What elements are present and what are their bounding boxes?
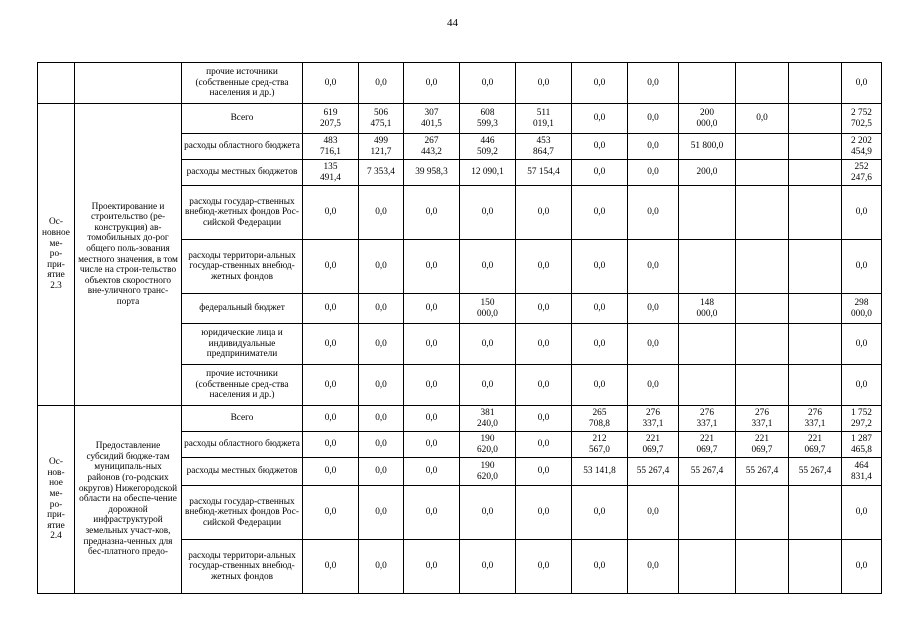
- value-cell: 0,0: [303, 365, 359, 406]
- value-cell: 619 207,5: [303, 104, 359, 134]
- value-cell: 55 267,4: [628, 458, 679, 486]
- value-cell: 0,0: [359, 186, 404, 240]
- value-cell: 0,0: [516, 240, 572, 294]
- value-cell: 453 864,7: [516, 134, 572, 160]
- measure-id: Ос- нов- ное ме- ро- при- ятие 2.4: [38, 406, 75, 594]
- value-cell: [736, 240, 789, 294]
- value-cell: 0,0: [404, 294, 460, 324]
- value-cell: 148 000,0: [679, 294, 736, 324]
- value-cell: 0,0: [460, 324, 516, 365]
- value-cell: 0,0: [628, 486, 679, 540]
- source-label: расходы территори-альных государ-ственных внебюд-жетных фондов: [182, 240, 303, 294]
- value-cell: 0,0: [359, 540, 404, 594]
- value-cell: 57 154,4: [516, 160, 572, 186]
- value-cell: 0,0: [628, 160, 679, 186]
- value-cell: 446 509,2: [460, 134, 516, 160]
- value-cell: 0,0: [359, 240, 404, 294]
- value-cell: [789, 294, 842, 324]
- table-row: [38, 104, 882, 134]
- value-cell: 55 267,4: [789, 458, 842, 486]
- value-cell: 381 240,0: [460, 406, 516, 432]
- value-cell: [736, 324, 789, 365]
- value-cell: 0,0: [516, 540, 572, 594]
- value-cell: 0,0: [572, 294, 628, 324]
- value-cell: 0,0: [842, 486, 882, 540]
- value-cell: 0,0: [628, 186, 679, 240]
- value-cell: 0,0: [516, 365, 572, 406]
- value-cell: 0,0: [460, 63, 516, 104]
- value-cell: 0,0: [404, 458, 460, 486]
- value-cell: 0,0: [460, 540, 516, 594]
- value-cell: 267 443,2: [404, 134, 460, 160]
- value-cell: 0,0: [303, 486, 359, 540]
- value-cell: 0,0: [303, 294, 359, 324]
- value-cell: 0,0: [572, 365, 628, 406]
- value-cell: 2 202 454,9: [842, 134, 882, 160]
- value-cell: 0,0: [572, 186, 628, 240]
- value-cell: [679, 324, 736, 365]
- value-cell: 276 337,1: [789, 406, 842, 432]
- value-cell: 0,0: [404, 365, 460, 406]
- value-cell: 0,0: [572, 240, 628, 294]
- value-cell: [679, 540, 736, 594]
- value-cell: 55 267,4: [679, 458, 736, 486]
- value-cell: 0,0: [359, 294, 404, 324]
- value-cell: 0,0: [516, 486, 572, 540]
- value-cell: 0,0: [303, 458, 359, 486]
- value-cell: 0,0: [572, 134, 628, 160]
- value-cell: 276 337,1: [736, 406, 789, 432]
- value-cell: 0,0: [303, 240, 359, 294]
- value-cell: 0,0: [460, 240, 516, 294]
- value-cell: 499 121,7: [359, 134, 404, 160]
- value-cell: 7 353,4: [359, 160, 404, 186]
- value-cell: 0,0: [460, 486, 516, 540]
- value-cell: 511 019,1: [516, 104, 572, 134]
- value-cell: 0,0: [359, 486, 404, 540]
- value-cell: 0,0: [572, 486, 628, 540]
- value-cell: 0,0: [842, 365, 882, 406]
- measure-description: Проектирование и строительство (ре-конструкция) ав-томобильных до-рог общего поль-зования местного значения, в том числе на строи-тельство объектов скоростного вне-уличного транс-порта: [75, 104, 182, 406]
- value-cell: 506 475,1: [359, 104, 404, 134]
- value-cell: 0,0: [303, 432, 359, 458]
- value-cell: [736, 365, 789, 406]
- value-cell: 0,0: [359, 63, 404, 104]
- page-number: 44: [447, 17, 458, 29]
- value-cell: 483 716,1: [303, 134, 359, 160]
- value-cell: [789, 365, 842, 406]
- value-cell: 200,0: [679, 160, 736, 186]
- value-cell: [736, 486, 789, 540]
- table-row: [38, 406, 882, 432]
- value-cell: 0,0: [516, 294, 572, 324]
- value-cell: 0,0: [404, 540, 460, 594]
- value-cell: 0,0: [572, 63, 628, 104]
- value-cell: 51 800,0: [679, 134, 736, 160]
- value-cell: 0,0: [516, 186, 572, 240]
- value-cell: 150 000,0: [460, 294, 516, 324]
- value-cell: 0,0: [404, 186, 460, 240]
- value-cell: 1 287 465,8: [842, 432, 882, 458]
- value-cell: 0,0: [404, 63, 460, 104]
- value-cell: 0,0: [303, 186, 359, 240]
- value-cell: 0,0: [572, 324, 628, 365]
- value-cell: 0,0: [628, 63, 679, 104]
- value-cell: [789, 134, 842, 160]
- value-cell: 53 141,8: [572, 458, 628, 486]
- value-cell: 0,0: [303, 324, 359, 365]
- value-cell: [679, 486, 736, 540]
- value-cell: 200 000,0: [679, 104, 736, 134]
- source-label: расходы местных бюджетов: [182, 458, 303, 486]
- value-cell: 0,0: [842, 324, 882, 365]
- source-label: Всего: [182, 104, 303, 134]
- value-cell: 307 401,5: [404, 104, 460, 134]
- value-cell: 0,0: [303, 406, 359, 432]
- value-cell: 0,0: [628, 365, 679, 406]
- value-cell: 0,0: [516, 406, 572, 432]
- value-cell: [679, 63, 736, 104]
- source-label: юридические лица и индивидуальные предприниматели: [182, 324, 303, 365]
- value-cell: 608 599,3: [460, 104, 516, 134]
- value-cell: 0,0: [572, 104, 628, 134]
- value-cell: [736, 540, 789, 594]
- value-cell: [789, 63, 842, 104]
- table-row: [38, 63, 882, 104]
- value-cell: 0,0: [303, 540, 359, 594]
- value-cell: 0,0: [628, 294, 679, 324]
- value-cell: 0,0: [359, 324, 404, 365]
- source-label: федеральный бюджет: [182, 294, 303, 324]
- value-cell: 212 567,0: [572, 432, 628, 458]
- value-cell: 0,0: [404, 324, 460, 365]
- value-cell: 0,0: [460, 186, 516, 240]
- value-cell: 0,0: [404, 432, 460, 458]
- source-label: Всего: [182, 406, 303, 432]
- value-cell: [789, 160, 842, 186]
- value-cell: 12 090,1: [460, 160, 516, 186]
- value-cell: 0,0: [628, 240, 679, 294]
- value-cell: [736, 160, 789, 186]
- value-cell: 0,0: [842, 540, 882, 594]
- value-cell: [736, 134, 789, 160]
- value-cell: 0,0: [404, 486, 460, 540]
- value-cell: [679, 240, 736, 294]
- source-label: расходы государ-ственных внебюд-жетных фондов Рос-сийской Федерации: [182, 186, 303, 240]
- value-cell: 0,0: [842, 240, 882, 294]
- value-cell: 298 000,0: [842, 294, 882, 324]
- measure-description: Предоставление субсидий бюдже-там муниципаль-ных районов (го-родских округов) Нижегородской области на обеспе-чение дорожной инфраструктурой земельных участ-ков, предназна-ченных для бес-платного предо-: [75, 406, 182, 594]
- value-cell: 252 247,6: [842, 160, 882, 186]
- value-cell: 276 337,1: [679, 406, 736, 432]
- value-cell: 190 620,0: [460, 458, 516, 486]
- value-cell: 276 337,1: [628, 406, 679, 432]
- value-cell: 0,0: [516, 63, 572, 104]
- value-cell: 0,0: [359, 458, 404, 486]
- source-label: прочие источники (собственные сред-ства населения и др.): [182, 365, 303, 406]
- value-cell: [789, 540, 842, 594]
- value-cell: 0,0: [516, 458, 572, 486]
- source-label: расходы областного бюджета: [182, 432, 303, 458]
- value-cell: 1 752 297,2: [842, 406, 882, 432]
- value-cell: [679, 365, 736, 406]
- value-cell: 190 620,0: [460, 432, 516, 458]
- value-cell: [789, 104, 842, 134]
- source-label: расходы местных бюджетов: [182, 160, 303, 186]
- value-cell: 221 069,7: [679, 432, 736, 458]
- source-label: расходы территори-альных государ-ственных внебюд-жетных фондов: [182, 540, 303, 594]
- value-cell: 39 958,3: [404, 160, 460, 186]
- value-cell: [789, 186, 842, 240]
- measure-id: Ос- новное ме- ро- при- ятие 2.3: [38, 104, 75, 406]
- value-cell: [736, 63, 789, 104]
- value-cell: [789, 486, 842, 540]
- budget-table: [37, 62, 882, 594]
- value-cell: 464 831,4: [842, 458, 882, 486]
- value-cell: 265 708,8: [572, 406, 628, 432]
- source-label: расходы государ-ственных внебюд-жетных фондов Рос-сийской Федерации: [182, 486, 303, 540]
- value-cell: 55 267,4: [736, 458, 789, 486]
- value-cell: 0,0: [303, 63, 359, 104]
- value-cell: 0,0: [572, 540, 628, 594]
- value-cell: 0,0: [628, 540, 679, 594]
- value-cell: [789, 324, 842, 365]
- source-label: прочие источники (собственные сред-ства населения и др.): [182, 63, 303, 104]
- value-cell: [736, 294, 789, 324]
- value-cell: 0,0: [842, 63, 882, 104]
- value-cell: 0,0: [460, 365, 516, 406]
- value-cell: 0,0: [404, 240, 460, 294]
- value-cell: 0,0: [359, 432, 404, 458]
- measure-id-cell: [38, 63, 75, 104]
- value-cell: 221 069,7: [789, 432, 842, 458]
- value-cell: 0,0: [628, 104, 679, 134]
- value-cell: 0,0: [516, 432, 572, 458]
- value-cell: [736, 186, 789, 240]
- value-cell: 0,0: [359, 406, 404, 432]
- value-cell: 2 752 702,5: [842, 104, 882, 134]
- value-cell: 221 069,7: [736, 432, 789, 458]
- value-cell: 0,0: [572, 160, 628, 186]
- value-cell: [789, 240, 842, 294]
- value-cell: 221 069,7: [628, 432, 679, 458]
- value-cell: 0,0: [736, 104, 789, 134]
- value-cell: 0,0: [359, 365, 404, 406]
- value-cell: 135 491,4: [303, 160, 359, 186]
- value-cell: 0,0: [628, 134, 679, 160]
- value-cell: 0,0: [842, 186, 882, 240]
- value-cell: 0,0: [628, 324, 679, 365]
- measure-description-cell: [75, 63, 182, 104]
- value-cell: [679, 186, 736, 240]
- value-cell: 0,0: [516, 324, 572, 365]
- source-label: расходы областного бюджета: [182, 134, 303, 160]
- value-cell: 0,0: [404, 406, 460, 432]
